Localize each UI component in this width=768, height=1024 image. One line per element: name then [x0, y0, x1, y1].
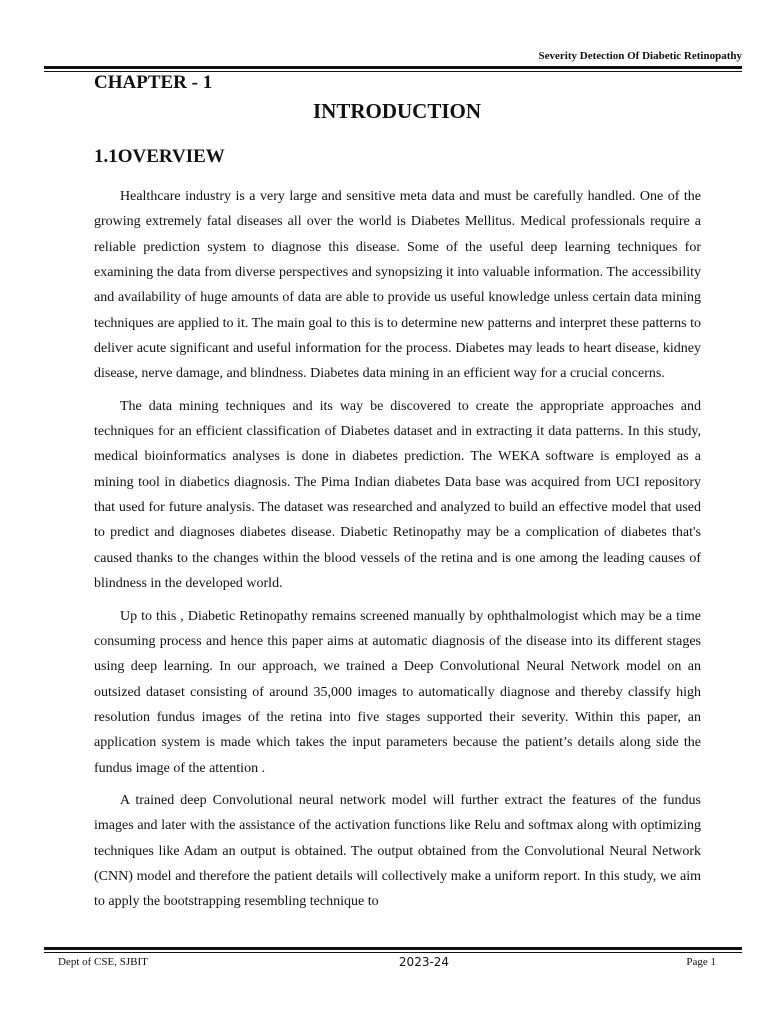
body-text	[94, 184, 701, 922]
paragraph: Healthcare industry is a very large and sensitive meta data and must be carefully handled. One of the growing extremely fatal diseases all over the world is Diabetes Mellitus. Medical professionals require a reliable prediction system to diagnose this disease. Some of the useful deep learning techniques for examining the data from diverse perspectives and synopsizing it into valuable information. The accessibility and availability of huge amounts of data are able to provide us useful knowledge unless certain data mining techniques are applied to it. The main goal to this is to determine new patterns and interpret these patterns to deliver acute significant and useful information for the process. Diabetes may leads to heart disease, kidney disease, nerve damage, and blindness. Diabetes data mining in an efficient way for a crucial concerns.	[94, 189, 702, 382]
footer-department: Dept of CSE, SJBIT	[58, 956, 148, 968]
paragraph: The data mining techniques and its way be discovered to create the appropriate approaches and techniques for an efficient classification of Diabetes dataset and in extracting it data patterns. In this study, medical bioinformatics analyses is done in diabetes prediction. The WEKA software is employed as a mining tool in diabetics diagnosis. The Pima Indian diabetes Data base was acquired from UCI repository that used for future analysis. The dataset was researched and analyzed to build an effective model that used to predict and diagnoses diabetes disease. Diabetic Retinopathy may be a complication of diabetes that's caused thanks to the changes within the blood vessels of the retina and is one among the leading causes of blindness in the developed world.	[94, 398, 701, 592]
header-rule-thick	[44, 66, 742, 69]
footer-page-number: Page 1	[686, 956, 716, 968]
section-heading: 1.1OVERVIEW	[94, 146, 225, 167]
chapter-label: CHAPTER - 1	[94, 72, 213, 93]
footer-rule-thick	[44, 947, 742, 950]
chapter-title: INTRODUCTION	[312, 99, 482, 123]
running-header: Severity Detection Of Diabetic Retinopathy	[538, 50, 742, 62]
paragraph: A trained deep Convolutional neural network model will further extract the features of the fundus images and later with the assistance of the activation functions like Relu and softmax along with optimizing techniques like Adam an output is obtained. The output obtained from the Convolutional Neural Network (CNN) model and therefore the patient details will collectively make a uniform report. In this study, we aim to apply the bootstrapping resembling technique to	[94, 792, 701, 910]
paragraph: Up to this , Diabetic Retinopathy remains screened manually by ophthalmologist which may be a time consuming process and hence this paper aims at automatic diagnosis of the disease into its different stages using deep learning. In our approach, we trained a Deep Convolutional Neural Network model on an outsized dataset consisting of around 35,000 images to automatically diagnose and thereby classify high resolution fundus images of the retina into five stages supported their severity. Within this paper, an application system is made which takes the input parameters because the patient’s details along side the fundus image of the attention .	[94, 608, 701, 776]
footer-rule-thin	[44, 952, 742, 953]
footer-year: 2023-24	[398, 955, 450, 969]
